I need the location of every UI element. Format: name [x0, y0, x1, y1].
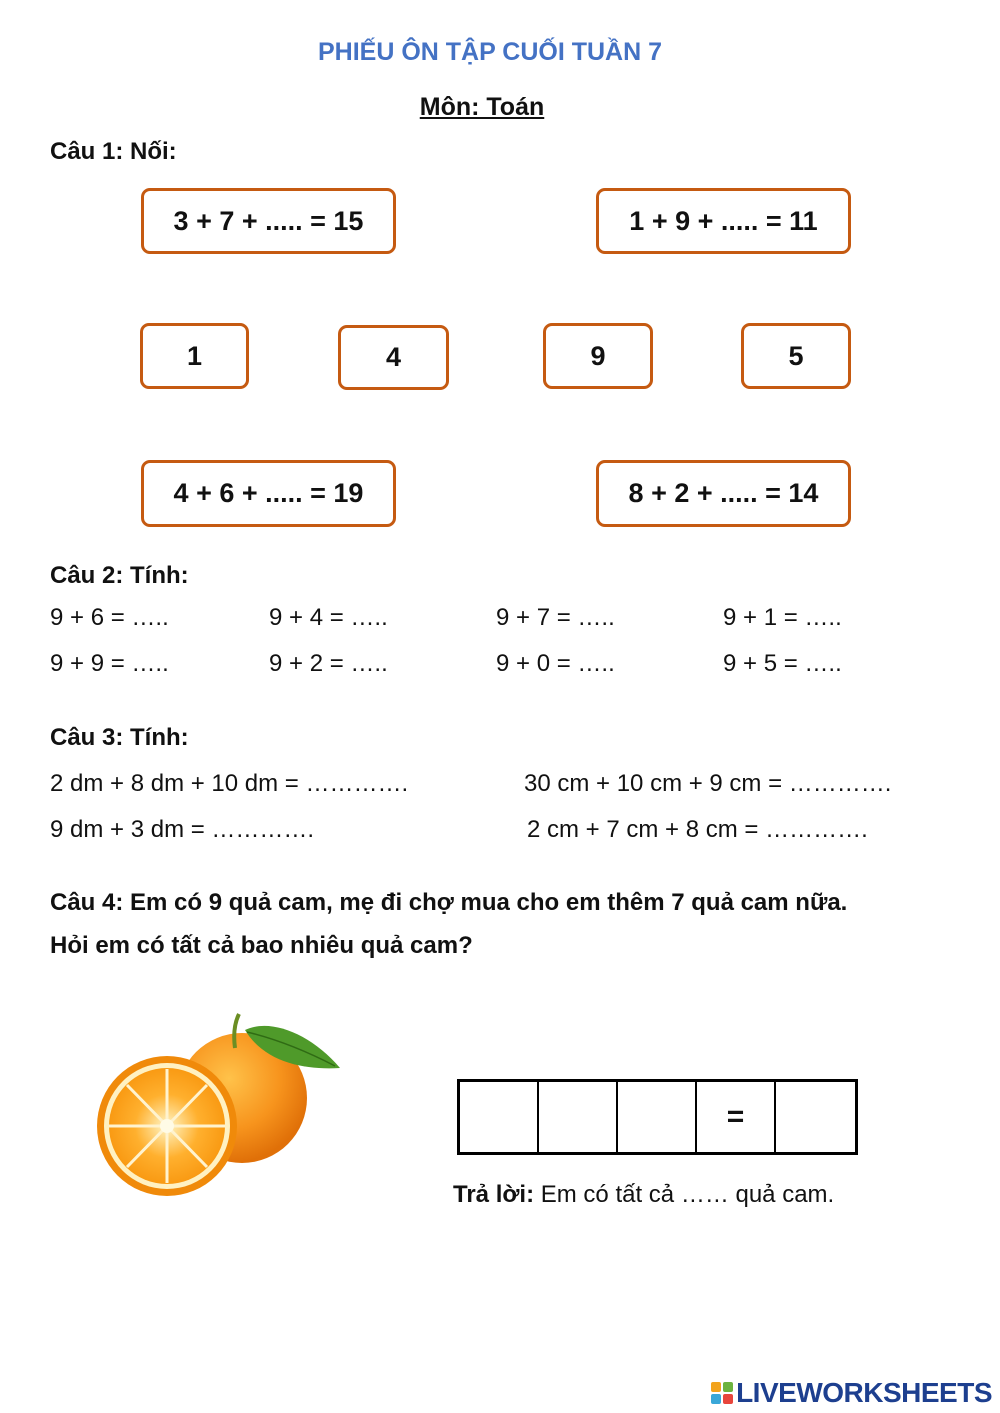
number-box-5[interactable]: 5 — [741, 323, 851, 389]
number-box-1[interactable]: 1 — [140, 323, 249, 389]
equation-box-3[interactable]: 4 + 6 + ..... = 19 — [141, 460, 396, 527]
question-3-label: Câu 3: Tính: — [50, 724, 189, 751]
number-box-4[interactable]: 4 — [338, 325, 449, 390]
calc-item: 9 + 5 = ….. — [723, 650, 842, 677]
answer-cell-1[interactable] — [460, 1082, 539, 1152]
liveworksheets-brand — [711, 1377, 992, 1409]
calc-item: 9 + 7 = ….. — [496, 604, 615, 631]
calc-item: 9 + 2 = ….. — [269, 650, 388, 677]
calc-item: 2 cm + 7 cm + 8 cm = …………. — [527, 816, 868, 843]
answer-cell-2[interactable] — [539, 1082, 618, 1152]
equation-box-4[interactable]: 8 + 2 + ..... = 14 — [596, 460, 851, 527]
equation-box-1[interactable]: 3 + 7 + ..... = 15 — [141, 188, 396, 254]
answer-cell-3[interactable] — [618, 1082, 697, 1152]
calc-item: 9 + 0 = ….. — [496, 650, 615, 677]
question-1-label: Câu 1: Nối: — [50, 138, 177, 165]
answer-sentence — [453, 1181, 834, 1209]
calc-item: 9 + 9 = ….. — [50, 650, 169, 677]
answer-text[interactable]: Em có tất cả …… quả cam. — [540, 1181, 835, 1208]
page-title: PHIẾU ÔN TẬP CUỐI TUẦN 7 — [317, 38, 663, 66]
liveworksheets-logo-icon — [711, 1382, 733, 1404]
answer-grid — [457, 1079, 858, 1155]
calc-item: 9 dm + 3 dm = …………. — [50, 816, 315, 843]
question-4-line-1: Câu 4: Em có 9 quả cam, mẹ đi chợ mua cho em thêm 7 quả cam nữa. — [50, 889, 848, 916]
calc-item: 30 cm + 10 cm + 9 cm = …………. — [524, 770, 892, 797]
calc-item: 2 dm + 8 dm + 10 dm = …………. — [50, 770, 409, 797]
question-2-label: Câu 2: Tính: — [50, 562, 189, 589]
answer-cell-result[interactable] — [776, 1082, 855, 1152]
calc-item: 9 + 6 = ….. — [50, 604, 169, 631]
question-4-line-2: Hỏi em có tất cả bao nhiêu quả cam? — [50, 932, 473, 959]
number-box-9[interactable]: 9 — [543, 323, 653, 389]
equation-box-2[interactable]: 1 + 9 + ..... = 11 — [596, 188, 851, 254]
equals-sign: = — [697, 1082, 776, 1152]
calc-item: 9 + 1 = ….. — [723, 604, 842, 631]
orange-illustration — [95, 1008, 345, 1208]
answer-label: Trả lời: — [453, 1181, 535, 1208]
calc-item: 9 + 4 = ….. — [269, 604, 388, 631]
subject-heading: Môn: Toán — [419, 93, 545, 121]
brand-name: LIVEWORKSHEETS — [736, 1377, 992, 1408]
